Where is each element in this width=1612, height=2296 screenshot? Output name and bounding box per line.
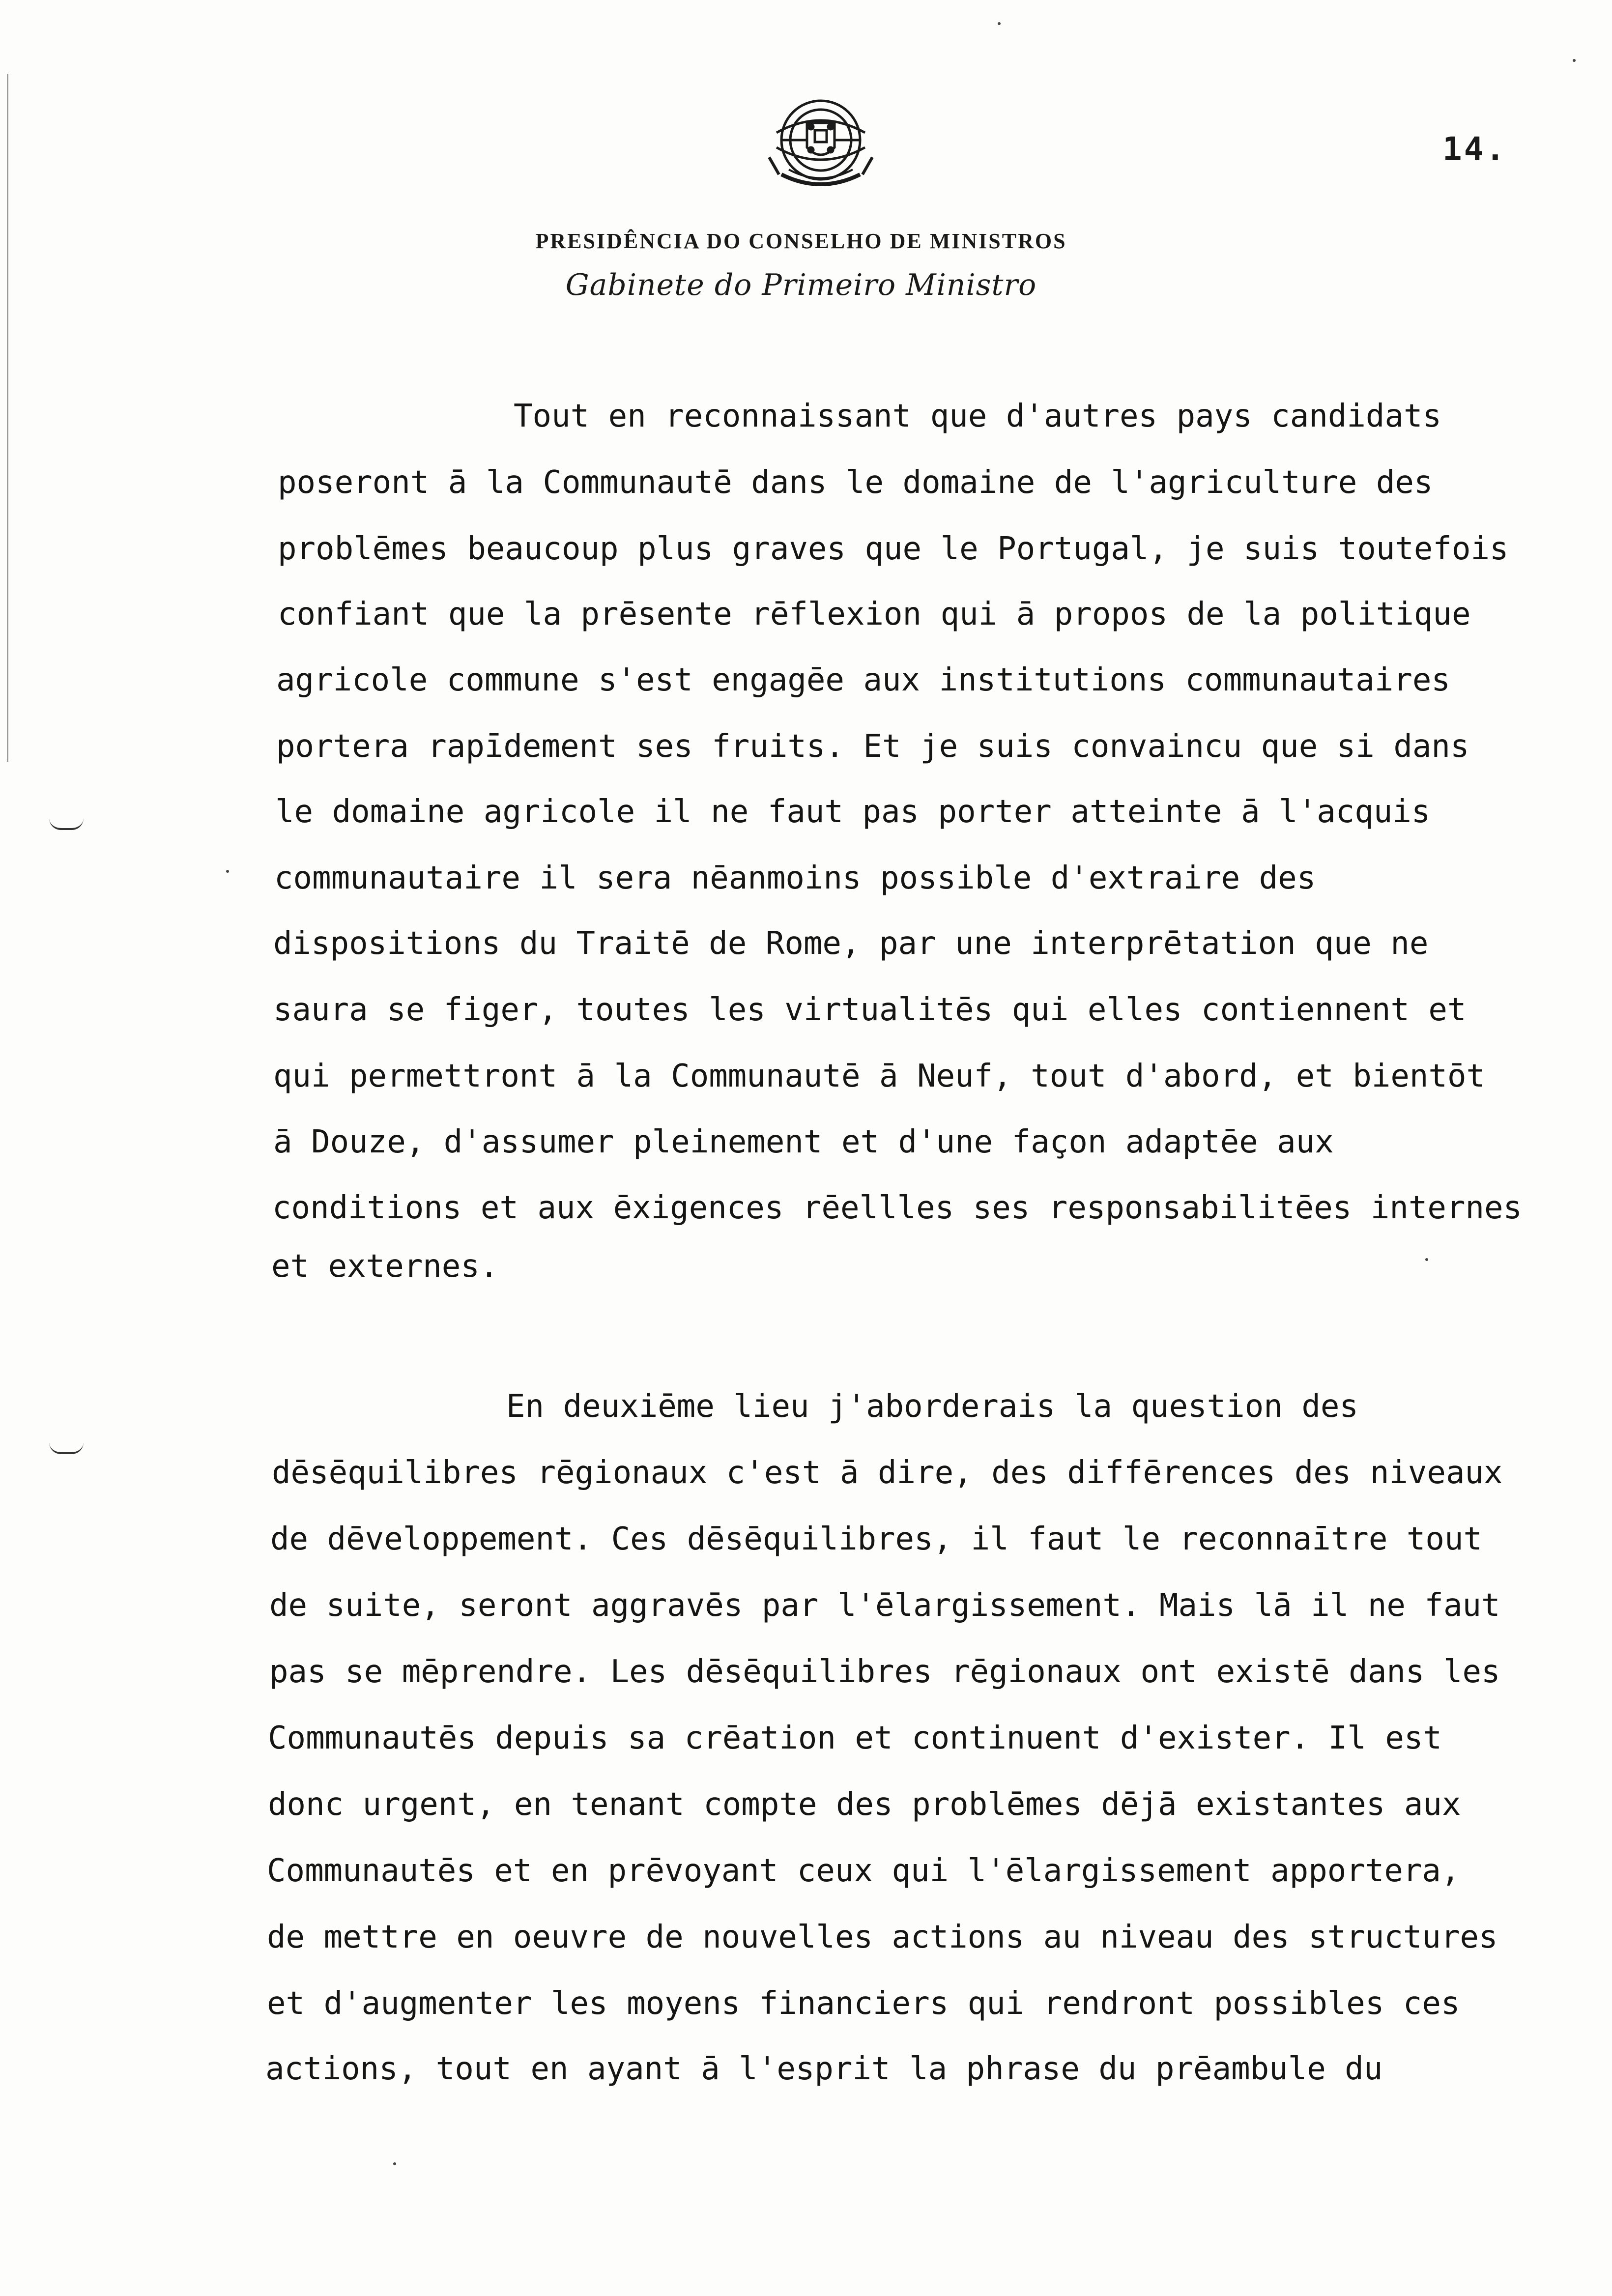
text-line: donc urgent, en tenant compte des problēmes dējā existantes aux	[268, 1786, 1461, 1823]
text-line: communautaire il sera nēanmoins possible d'extraire des	[274, 860, 1316, 896]
text-line: pas se mēprendre. Les dēsēquilibres rēgionaux ont existē dans les	[269, 1654, 1500, 1690]
text-line: ā Douze, d'assumer pleinement et d'une façon adaptēe aux	[273, 1124, 1334, 1160]
text-line: En deuxiēme lieu j'aborderais la question des	[506, 1388, 1358, 1425]
text-line: et d'augmenter les moyens financiers qui rendront possibles ces	[267, 1985, 1460, 2022]
binding-edge	[7, 74, 8, 762]
text-line: de mettre en oeuvre de nouvelles actions au niveau des structures	[267, 1919, 1498, 1955]
text-line: de dēveloppement. Ces dēsēquilibres, il faut le reconnaītre tout	[270, 1521, 1482, 1557]
text-line: de suite, seront aggravēs par l'ēlargissement. Mais lā il ne faut	[269, 1587, 1500, 1624]
text-line: actions, tout en ayant ā l'esprit la phrase du prēambule du	[265, 2051, 1383, 2087]
text-line: le domaine agricole il ne faut pas porter atteinte ā l'acquis	[275, 794, 1431, 830]
scan-speck	[998, 22, 1001, 25]
text-line: qui permettront ā la Communautē ā Neuf, tout d'abord, et bientōt	[273, 1058, 1485, 1094]
margin-mark	[49, 1442, 84, 1454]
scan-speck	[226, 870, 229, 873]
header-title: PRESIDÊNCIA DO CONSELHO DE MINISTROS	[535, 229, 1067, 253]
text-line: Communautēs et en prēvoyant ceux qui l'ēlargissement apportera,	[267, 1853, 1460, 1889]
text-line: saura se figer, toutes les virtualitēs qui elles contiennent et	[273, 992, 1467, 1028]
coat-of-arms-icon	[762, 88, 880, 206]
text-line: Communautēs depuis sa crēation et continuent d'exister. Il est	[268, 1720, 1442, 1756]
text-line: dēsēquilibres rēgionaux c'est ā dire, des diffērences des niveaux	[272, 1455, 1503, 1491]
text-line: dispositions du Traitē de Rome, par une interprētation que ne	[273, 925, 1429, 962]
margin-mark	[49, 818, 84, 830]
scan-speck	[1425, 1258, 1428, 1261]
text-line: poseront ā la Communautē dans le domaine de l'agriculture des	[278, 464, 1433, 501]
scan-speck	[1573, 59, 1576, 62]
page-number: 14.	[1442, 130, 1507, 168]
text-line: conditions et aux ēxigences rēellles ses responsabilitēes internes	[272, 1190, 1523, 1226]
header-subtitle: Gabinete do Primeiro Ministro	[565, 268, 1037, 302]
scan-speck	[393, 2162, 396, 2165]
text-line: agricole commune s'est engagēe aux institutions communautaires	[276, 662, 1450, 698]
text-line: problēmes beaucoup plus graves que le Portugal, je suis toutefois	[278, 531, 1509, 567]
text-line: et externes.	[271, 1248, 499, 1285]
text-line: Tout en reconnaissant que d'autres pays candidats	[514, 398, 1442, 434]
text-line: portera rapīdement ses fruits. Et je suis convaincu que si dans	[276, 728, 1469, 765]
text-line: confiant que la prēsente rēflexion qui ā propos de la politique	[278, 596, 1471, 632]
